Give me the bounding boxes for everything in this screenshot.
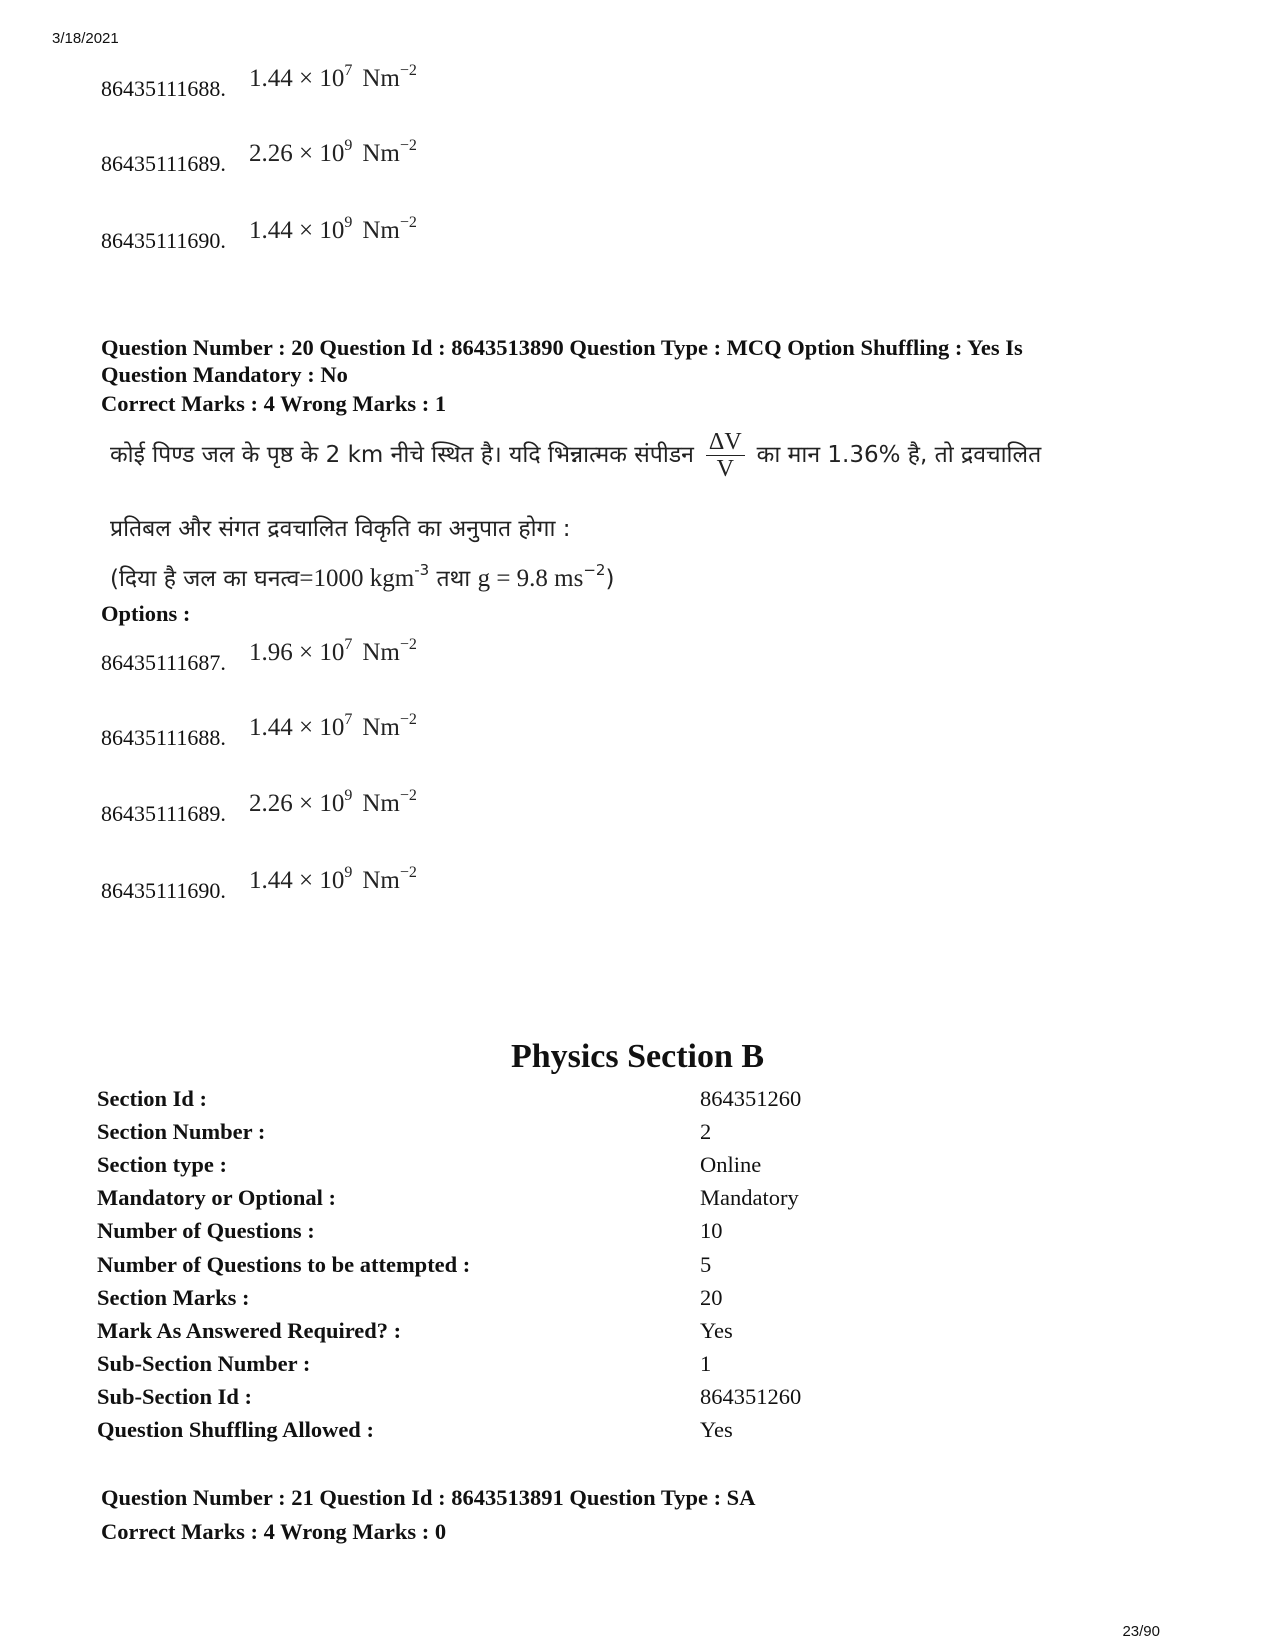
question-text-line1: कोई पिण्ड जल के पृष्ठ के 2 km नीचे स्थित है। यदि भिन्नात्मक संपीडन $\frac{\Delta V}{V}$ का मान 1.36% है, तो द्रवचालित — [110, 429, 1042, 482]
question-given: (दिया है जल का घनत्व=1000 kgm$^{-3}$ तथा g = 9.8 $ms^{-2}$) — [110, 561, 615, 592]
question-header: Question Number : 21 Question Id : 8643513891 Question Type : SA — [101, 1485, 756, 1510]
section-title: Physics Section B — [510, 1038, 765, 1075]
section-row: Number of Questions to be attempted : 5 — [97, 1252, 712, 1277]
section-row: Section Marks : 20 — [97, 1285, 723, 1310]
option-id: 86435111687. — [101, 650, 226, 675]
section-row: Mark As Answered Required? : Yes — [97, 1318, 733, 1343]
section-row: Question Shuffling Allowed : Yes — [97, 1417, 733, 1442]
option-value: $1.44 \times 10^9$ $Nm^{-2}$ — [249, 214, 417, 244]
options-label: Options : — [101, 601, 191, 626]
option-id: 86435111689. — [101, 151, 226, 176]
section-row: Section Number : 2 — [97, 1119, 712, 1144]
option-value: $1.44 \times 10^7$ $Nm^{-2}$ — [249, 711, 417, 741]
section-row: Mandatory or Optional : Mandatory — [97, 1185, 799, 1210]
question-marks: Correct Marks : 4 Wrong Marks : 0 — [101, 1519, 447, 1544]
option-value: $2.26 \times 10^9$ $Nm^{-2}$ — [249, 137, 417, 167]
section-row: Number of Questions : 10 — [97, 1218, 723, 1243]
page-number: 23/90 — [1122, 1623, 1160, 1640]
option-value: $2.26 \times 10^9$ $Nm^{-2}$ — [249, 787, 417, 817]
option-id: 86435111690. — [101, 878, 226, 903]
option-value: $1.96 \times 10^7$ $Nm^{-2}$ — [249, 636, 417, 666]
question-marks: Correct Marks : 4 Wrong Marks : 1 — [101, 391, 447, 416]
question-text-line2: प्रतिबल और संगत द्रवचालित विकृति का अनुपात होगा : — [110, 516, 571, 542]
option-id: 86435111689. — [101, 801, 226, 826]
option-id: 86435111688. — [101, 76, 226, 101]
section-row: Section type : Online — [97, 1152, 762, 1177]
question-header: Question Number : 20 Question Id : 8643513890 Question Type : MCQ Option Shuffling : Yes Is Question Mandatory : No — [101, 335, 1023, 387]
option-id: 86435111688. — [101, 725, 226, 750]
option-value: $1.44 \times 10^7$ $Nm^{-2}$ — [249, 62, 417, 92]
section-row: Sub-Section Number : 1 — [97, 1351, 712, 1376]
option-id: 86435111690. — [101, 228, 226, 253]
section-row: Sub-Section Id : 864351260 — [97, 1384, 802, 1409]
option-value: $1.44 \times 10^9$ $Nm^{-2}$ — [249, 864, 417, 894]
section-row: Section Id : 864351260 — [97, 1086, 802, 1111]
print-date: 3/18/2021 — [52, 30, 119, 47]
fraction-dv-v: $\frac{\Delta V}{V}$ — [706, 429, 745, 482]
